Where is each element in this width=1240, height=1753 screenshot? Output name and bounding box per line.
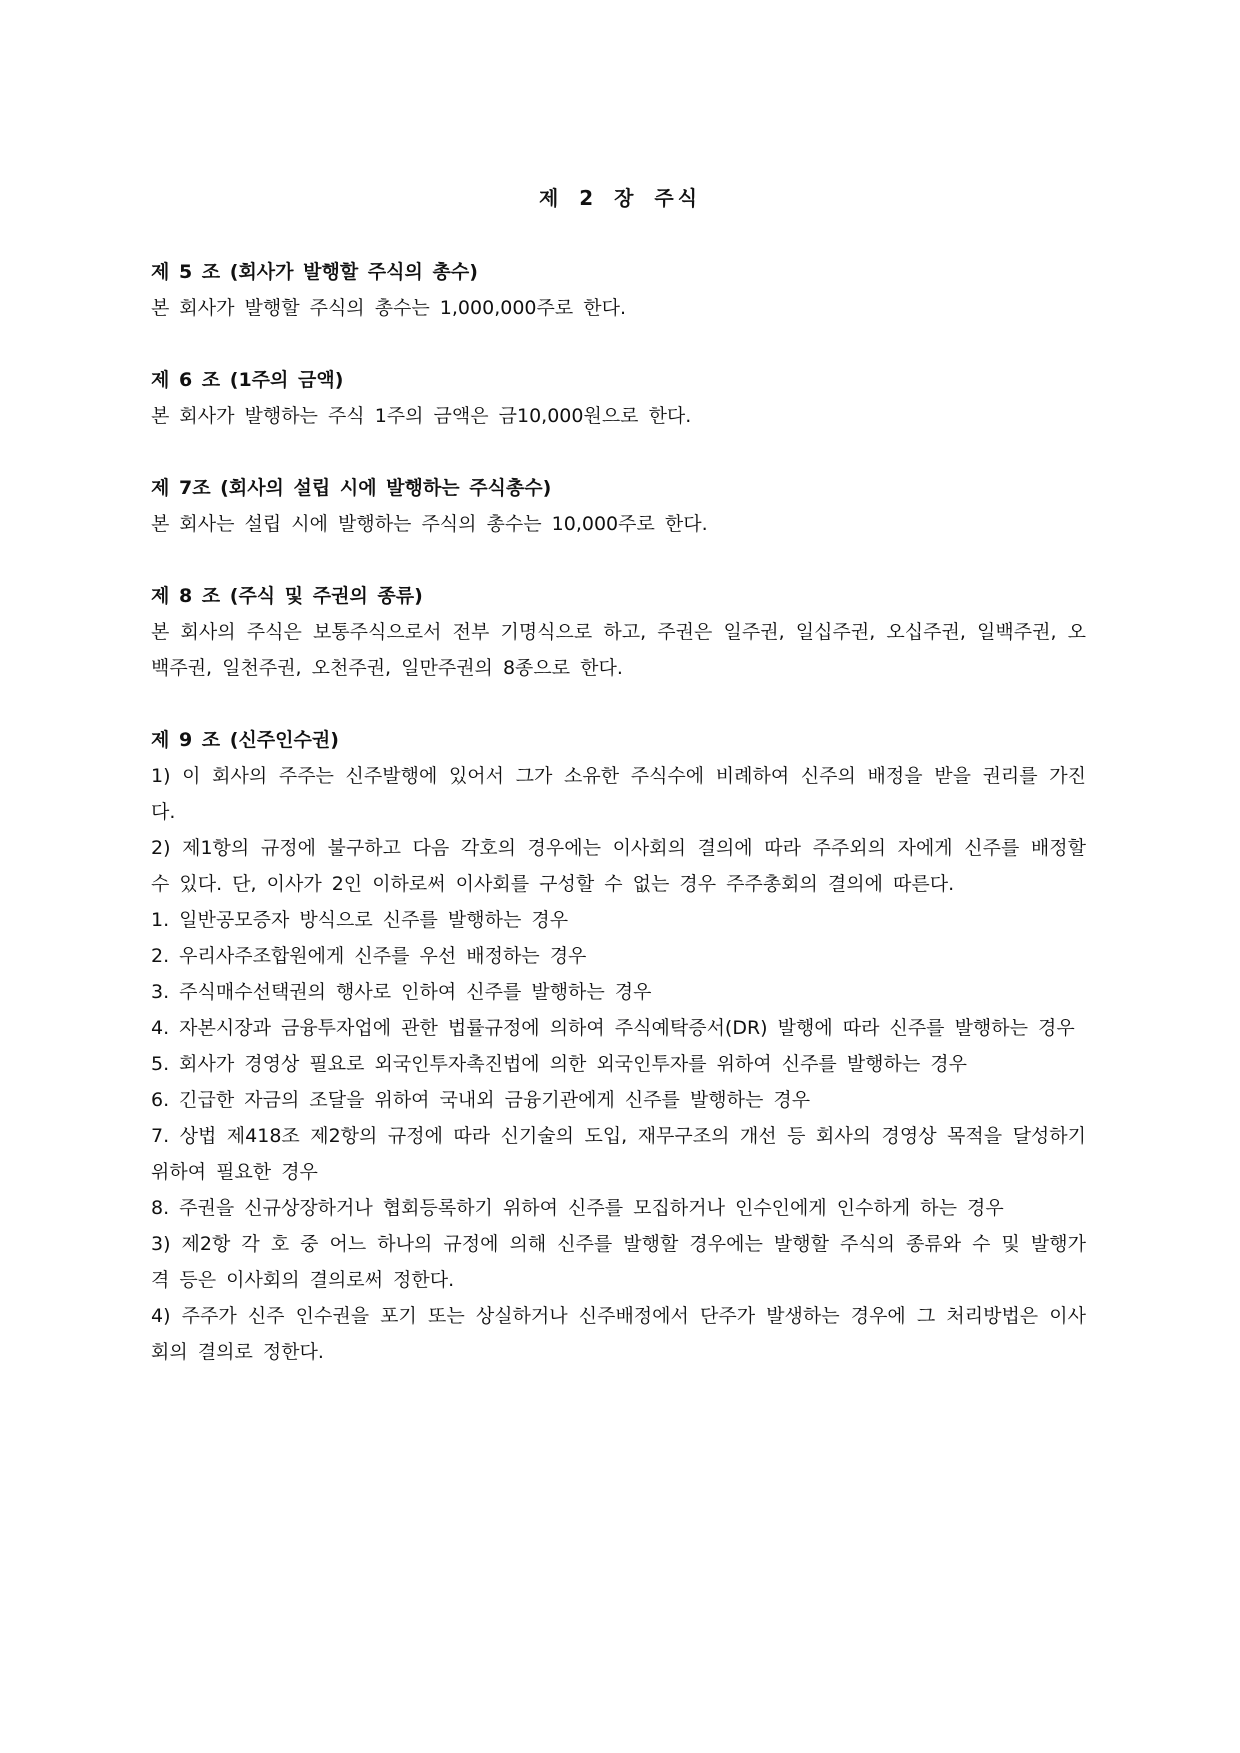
article-8 bbox=[151, 578, 1086, 686]
article-heading: 제 7조 (회사의 설립 시에 발행하는 주식총수) bbox=[151, 477, 552, 499]
document-body bbox=[151, 254, 1086, 1406]
list-item: 7. 상법 제418조 제2항의 규정에 따라 신기술의 도입, 재무구조의 개선 등 회사의 경영상 목적을 달성하기 위하여 필요한 경우 bbox=[151, 1125, 1086, 1183]
list-item: 4. 자본시장과 금융투자업에 관한 법률규정에 의하여 주식예탁증서(DR) 발행에 따라 신주를 발행하는 경우 bbox=[151, 1017, 1075, 1039]
paragraph-1: 1) 이 회사의 주주는 신주발행에 있어서 그가 소유한 주식수에 비례하여 신주의 배정을 받을 권리를 가진다. bbox=[151, 765, 1086, 823]
list-item: 3. 주식매수선택권의 행사로 인하여 신주를 발행하는 경우 bbox=[151, 981, 652, 1003]
paragraph-2: 2) 제1항의 규정에 불구하고 다음 각호의 경우에는 이사회의 결의에 따라 주주외의 자에게 신주를 배정할 수 있다. 단, 이사가 2인 이하로써 이사회를 구성할 수 없는 경우 주주총회의 결의에 따른다. bbox=[151, 837, 1086, 895]
article-9 bbox=[151, 722, 1086, 1370]
exception-list bbox=[151, 902, 1086, 1226]
article-heading: 제 9 조 (신주인수권) bbox=[151, 729, 339, 751]
article-body: 본 회사는 설립 시에 발행하는 주식의 총수는 10,000주로 한다. bbox=[151, 513, 708, 535]
paragraph-3: 3) 제2항 각 호 중 어느 하나의 규정에 의해 신주를 발행할 경우에는 발행할 주식의 종류와 수 및 발행가격 등은 이사회의 결의로써 정한다. bbox=[151, 1233, 1086, 1291]
list-item: 8. 주권을 신규상장하거나 협회등록하기 위하여 신주를 모집하거나 인수인에게 인수하게 하는 경우 bbox=[151, 1197, 1004, 1219]
article-heading: 제 5 조 (회사가 발행할 주식의 총수) bbox=[151, 261, 478, 283]
list-item: 5. 회사가 경영상 필요로 외국인투자촉진법에 의한 외국인투자를 위하여 신주를 발행하는 경우 bbox=[151, 1053, 967, 1075]
article-5 bbox=[151, 254, 1086, 326]
article-body: 본 회사가 발행하는 주식 1주의 금액은 금10,000원으로 한다. bbox=[151, 405, 692, 427]
article-6 bbox=[151, 362, 1086, 434]
list-item: 6. 긴급한 자금의 조달을 위하여 국내외 금융기관에게 신주를 발행하는 경우 bbox=[151, 1089, 811, 1111]
article-body: 본 회사의 주식은 보통주식으로서 전부 기명식으로 하고, 주권은 일주권, 일십주권, 오십주권, 일백주권, 오백주권, 일천주권, 오천주권, 일만주권의 8종으로 한다. bbox=[151, 621, 1086, 679]
article-heading: 제 8 조 (주식 및 주권의 종류) bbox=[151, 585, 423, 607]
list-item: 1. 일반공모증자 방식으로 신주를 발행하는 경우 bbox=[151, 909, 569, 931]
article-body: 본 회사가 발행할 주식의 총수는 1,000,000주로 한다. bbox=[151, 297, 626, 319]
list-item: 2. 우리사주조합원에게 신주를 우선 배정하는 경우 bbox=[151, 945, 587, 967]
paragraph-4: 4) 주주가 신주 인수권을 포기 또는 상실하거나 신주배정에서 단주가 발생하는 경우에 그 처리방법은 이사회의 결의로 정한다. bbox=[151, 1305, 1086, 1363]
chapter-title: 제 2 장 주식 bbox=[538, 186, 702, 210]
article-7 bbox=[151, 470, 1086, 542]
article-heading: 제 6 조 (1주의 금액) bbox=[151, 369, 344, 391]
